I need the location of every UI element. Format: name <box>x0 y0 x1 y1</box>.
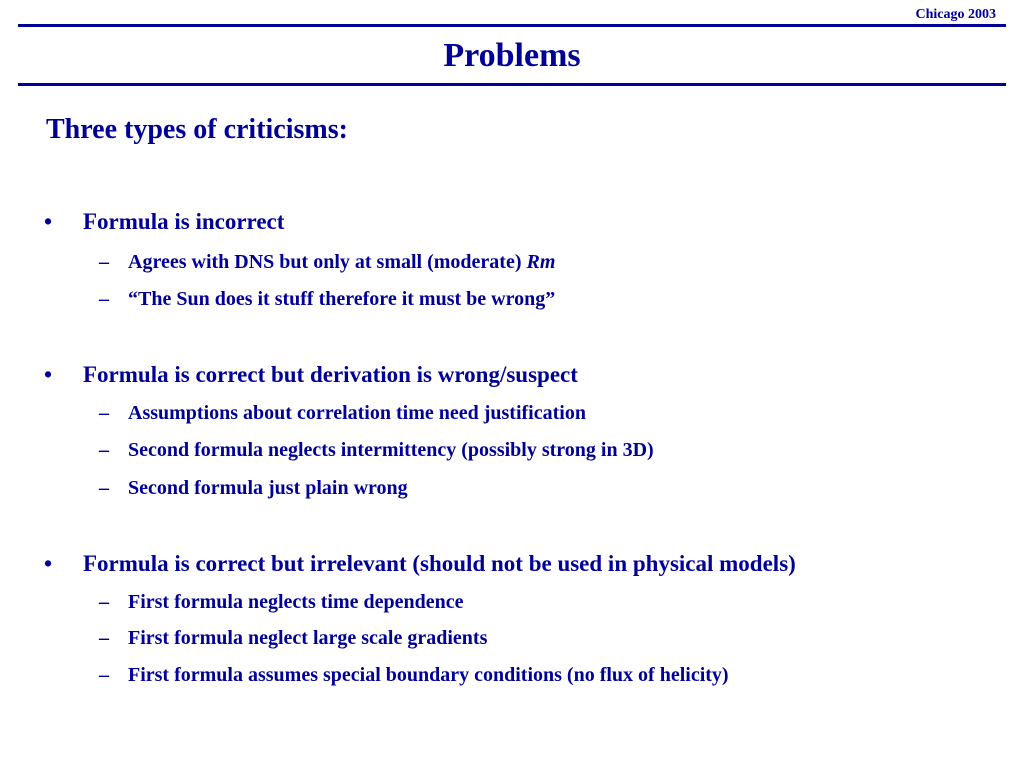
slide-title: Problems <box>443 37 581 74</box>
sub-point-text: First formula neglect large scale gradients <box>128 627 488 649</box>
bullet-text: Formula is incorrect <box>83 209 285 234</box>
bullet-text: Formula is correct but irrelevant (should not be used in physical models) <box>83 551 796 576</box>
dash-icon: – <box>99 402 109 424</box>
sub-point-text <box>128 250 555 274</box>
dash-icon: – <box>99 591 109 613</box>
sub-point-text: Second formula just plain wrong <box>128 477 408 499</box>
sub-point-text: Second formula neglects intermittency (possibly strong in 3D) <box>128 439 654 461</box>
dash-icon: – <box>99 288 109 310</box>
dash-icon: – <box>99 627 109 649</box>
bottom-rule <box>18 83 1006 86</box>
dash-icon: – <box>99 439 109 461</box>
sub-point-text: First formula assumes special boundary conditions (no flux of helicity) <box>128 664 729 686</box>
sub-point-text: Assumptions about correlation time need justification <box>128 402 586 424</box>
dash-icon: – <box>99 251 109 273</box>
dash-icon: – <box>99 664 109 686</box>
bullet-icon: • <box>44 551 53 576</box>
sub-point-main: Agrees with DNS but only at small (moderate) <box>128 251 527 273</box>
sub-point-text: “The Sun does it stuff therefore it must be wrong” <box>128 288 556 310</box>
dash-icon: – <box>99 477 109 499</box>
top-rule <box>18 24 1006 27</box>
header-label: Chicago 2003 <box>915 7 996 22</box>
sub-point-italic: Rm <box>526 251 556 273</box>
bullet-icon: • <box>44 362 53 387</box>
slide-subtitle: Three types of criticisms: <box>46 114 348 145</box>
sub-point-text: First formula neglects time dependence <box>128 591 464 613</box>
bullet-text: Formula is correct but derivation is wrong/suspect <box>83 362 578 387</box>
bullet-icon: • <box>44 209 53 234</box>
